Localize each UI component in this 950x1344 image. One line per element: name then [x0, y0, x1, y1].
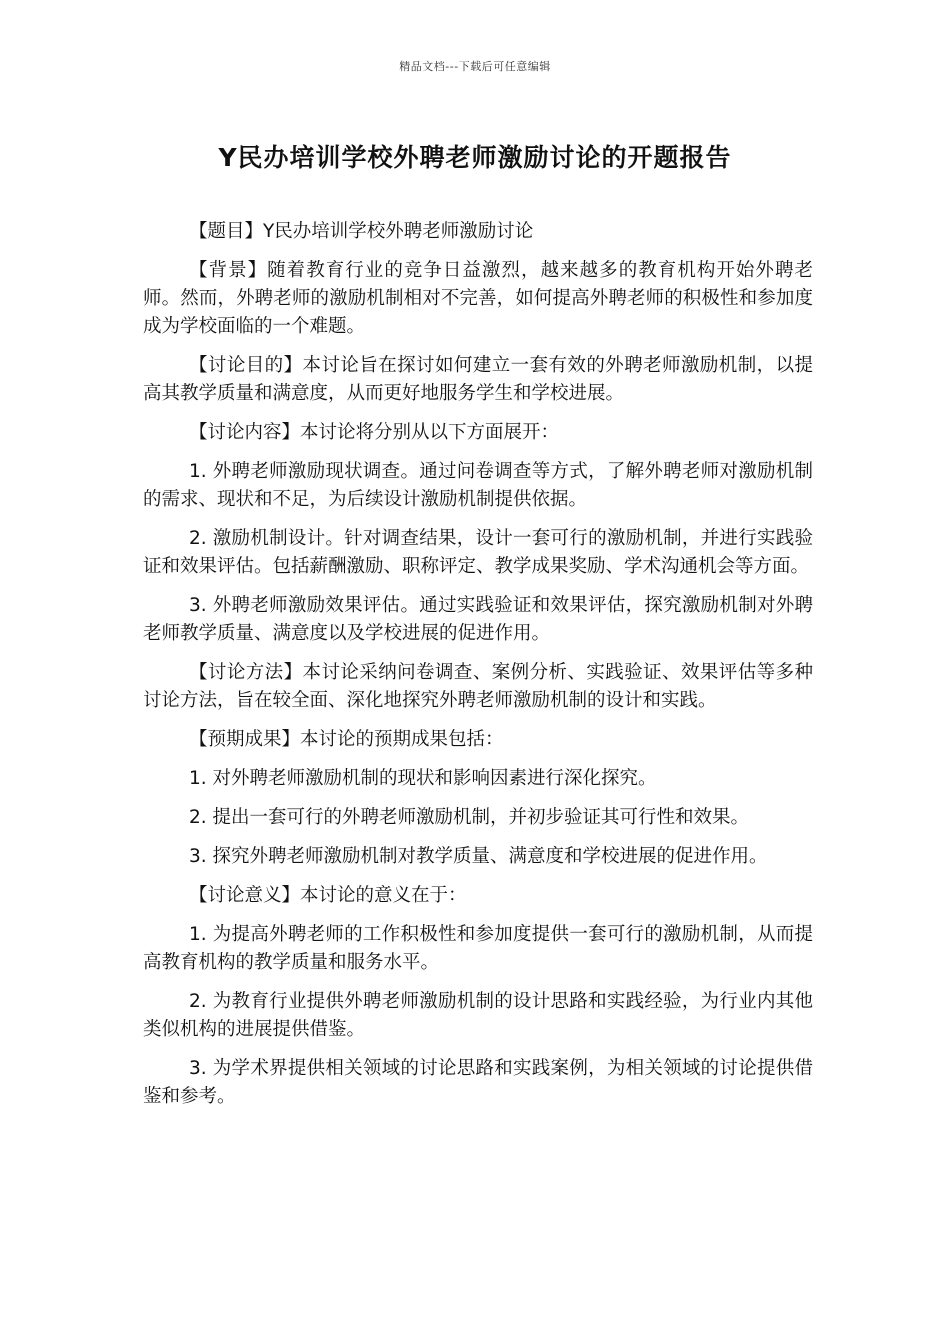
paragraph-outcome-item-1: 1. 对外聘老师激励机制的现状和影响因素进行深化探究。 — [189, 768, 657, 789]
header-note: 精品文档---下载后可任意编辑 — [399, 60, 551, 73]
paragraph-method: 【讨论方法】本讨论采纳问卷调查、案例分析、实践验证、效果评估等多种讨论方法，旨在较全面、深化地探究外聘老师激励机制的设计和实践。 — [143, 662, 813, 711]
paragraph-content-intro: 【讨论内容】本讨论将分别从以下方面展开： — [189, 422, 560, 443]
paragraph-outcome-item-2: 2. 提出一套可行的外聘老师激励机制，并初步验证其可行性和效果。 — [189, 807, 750, 828]
document-title: Y民办培训学校外聘老师激励讨论的开题报告 — [218, 143, 732, 172]
paragraph-outcomes-intro: 【预期成果】本讨论的预期成果包括： — [189, 729, 504, 750]
paragraph-purpose: 【讨论目的】本讨论旨在探讨如何建立一套有效的外聘老师激励机制，以提高其教学质量和满意度，从而更好地服务学生和学校进展。 — [143, 355, 813, 404]
paragraph-outcome-item-3: 3. 探究外聘老师激励机制对教学质量、满意度和学校进展的促进作用。 — [189, 846, 768, 867]
paragraph-content-item-1: 1. 外聘老师激励现状调查。通过问卷调查等方式，了解外聘老师对激励机制的需求、现状和不足，为后续设计激励机制提供依据。 — [143, 461, 813, 510]
paragraph-significance-intro: 【讨论意义】本讨论的意义在于： — [189, 885, 467, 906]
paragraph-significance-item-2: 2. 为教育行业提供外聘老师激励机制的设计思路和实践经验，为行业内其他类似机构的进展提供借鉴。 — [143, 991, 813, 1040]
paragraph-content-item-3: 3. 外聘老师激励效果评估。通过实践验证和效果评估，探究激励机制对外聘老师教学质量、满意度以及学校进展的促进作用。 — [143, 595, 813, 644]
paragraph-topic: 【题目】Y民办培训学校外聘老师激励讨论 — [189, 221, 534, 242]
paragraph-significance-item-1: 1. 为提高外聘老师的工作积极性和参加度提供一套可行的激励机制，从而提高教育机构的教学质量和服务水平。 — [143, 924, 813, 973]
paragraph-background: 【背景】随着教育行业的竞争日益激烈，越来越多的教育机构开始外聘老师。然而，外聘老师的激励机制相对不完善，如何提高外聘老师的积极性和参加度成为学校面临的一个难题。 — [143, 260, 813, 337]
paragraph-significance-item-3: 3. 为学术界提供相关领域的讨论思路和实践案例，为相关领域的讨论提供借鉴和参考。 — [143, 1058, 813, 1107]
document-body — [143, 218, 813, 1122]
paragraph-content-item-2: 2. 激励机制设计。针对调查结果，设计一套可行的激励机制，并进行实践验证和效果评估。包括薪酬激励、职称评定、教学成果奖励、学术沟通机会等方面。 — [143, 528, 813, 577]
